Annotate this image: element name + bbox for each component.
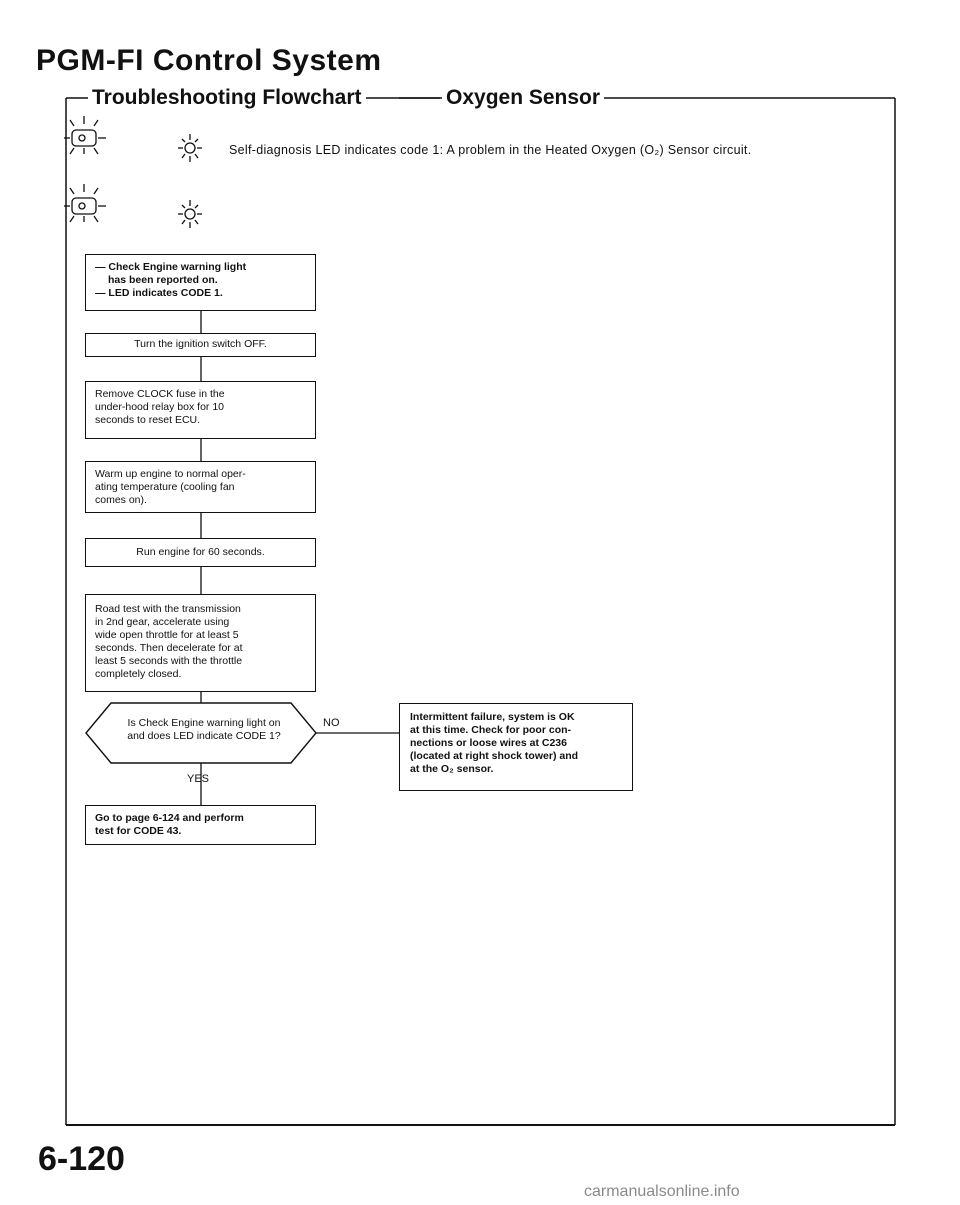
page-title: PGM-FI Control System — [36, 44, 382, 77]
no-result-line: Intermittent failure, system is OK — [410, 711, 575, 723]
no-label: NO — [323, 717, 340, 729]
step3-line: under-hood relay box for 10 — [95, 401, 224, 413]
step-road-test — [85, 594, 316, 692]
no-result-line: nections or loose wires at C236 — [410, 737, 567, 749]
step6-line: completely closed. — [95, 668, 182, 680]
no-result-line: (located at right shock tower) and — [410, 750, 579, 762]
step-run-engine — [85, 538, 316, 567]
step4-line: ating temperature (cooling fan — [95, 481, 235, 493]
step3-line: seconds to reset ECU. — [95, 414, 201, 426]
yes-result-line: test for CODE 43. — [95, 825, 182, 837]
step-remove-fuse — [85, 381, 316, 439]
step4-line: Warm up engine to normal oper- — [95, 468, 246, 480]
step5-text: Run engine for 60 seconds. — [136, 546, 265, 558]
step6-line: least 5 seconds with the throttle — [95, 655, 243, 667]
step6-line: seconds. Then decelerate for at — [95, 642, 243, 654]
decision-question — [106, 717, 302, 743]
step2-text: Turn the ignition switch OFF. — [134, 338, 267, 350]
step1-line: — Check Engine warning light — [95, 261, 306, 274]
result-code-43 — [85, 805, 316, 845]
no-result-line: at the O₂ sensor. — [410, 763, 494, 775]
page-number: 6-120 — [38, 1140, 125, 1178]
step4-line: comes on). — [95, 494, 147, 506]
step-check-engine — [85, 254, 316, 311]
decision-line: and does LED indicate CODE 1? — [127, 730, 281, 742]
section-subtitle: Oxygen Sensor — [442, 86, 604, 110]
step6-line: Road test with the transmission — [95, 603, 241, 615]
step6-line: in 2nd gear, accelerate using — [95, 616, 230, 628]
watermark: carmanualsonline.info — [584, 1183, 740, 1200]
step-warm-up — [85, 461, 316, 513]
led-blink-icon — [178, 134, 202, 228]
step-ignition-off — [85, 333, 316, 357]
step6-line: wide open throttle for at least 5 — [95, 629, 239, 641]
decision-line: Is Check Engine warning light on — [127, 717, 281, 729]
section-title: Troubleshooting Flowchart — [88, 86, 366, 110]
yes-result-line: Go to page 6-124 and perform — [95, 812, 244, 824]
step3-line: Remove CLOCK fuse in the — [95, 388, 225, 400]
yes-label: YES — [187, 773, 210, 785]
intro-text: Self-diagnosis LED indicates code 1: A problem in the Heated Oxygen (O₂) Sensor circuit. — [229, 143, 752, 157]
check-engine-icon — [64, 116, 106, 222]
step1-line: has been reported on. — [108, 274, 218, 286]
result-intermittent — [399, 703, 633, 791]
no-result-line: at this time. Check for poor con- — [410, 724, 572, 736]
step1-line: — LED indicates CODE 1. — [95, 287, 306, 300]
